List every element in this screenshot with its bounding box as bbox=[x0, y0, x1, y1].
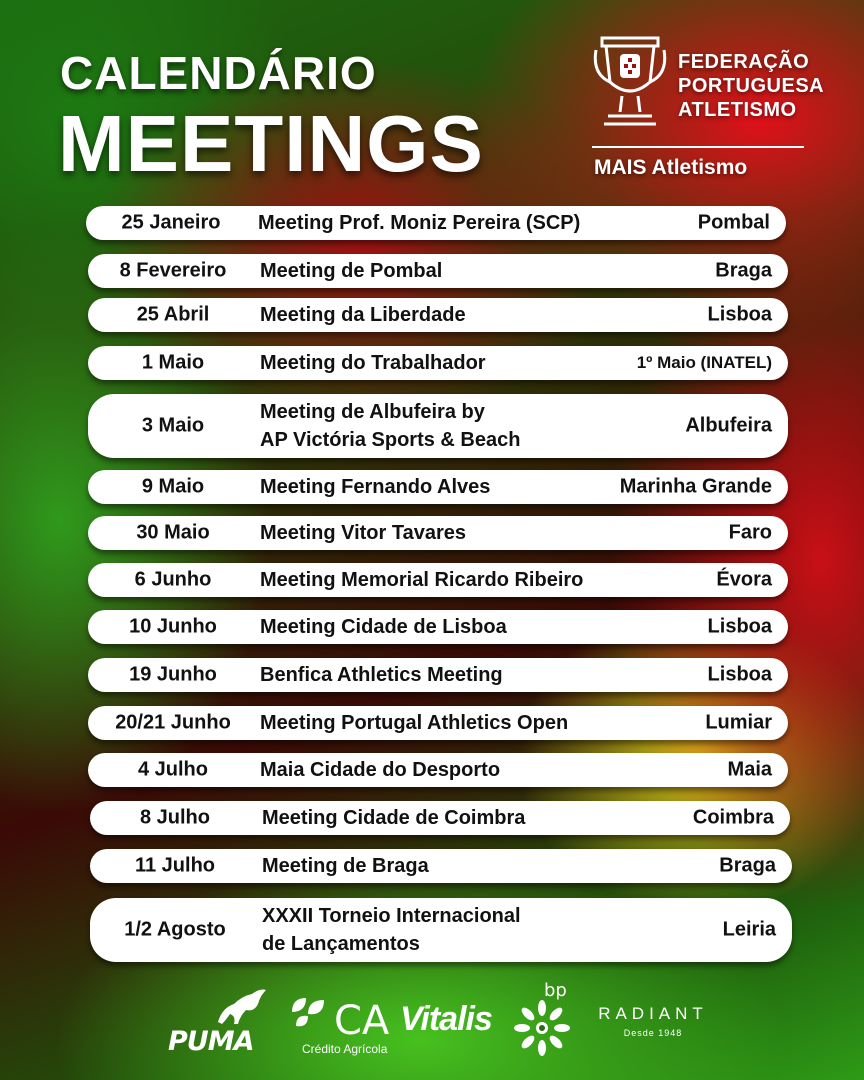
meeting-name: Meeting do Trabalhador bbox=[260, 352, 486, 374]
meeting-name: Meeting Fernando Alves bbox=[260, 476, 491, 498]
bp-wordmark: bp bbox=[544, 980, 567, 1001]
meeting-name: Meeting Portugal Athletics Open bbox=[260, 712, 569, 734]
helios-flower-icon bbox=[514, 1000, 570, 1056]
meeting-name-line-2: de Lançamentos bbox=[262, 933, 420, 955]
meeting-name-line-1: Meeting de Albufeira by bbox=[260, 401, 485, 423]
meeting-date: 11 Julho bbox=[134, 854, 216, 877]
puma-logo bbox=[168, 996, 268, 1057]
radiant-logo bbox=[588, 1004, 718, 1038]
list-item bbox=[88, 563, 788, 597]
puma-wordmark: PUMA bbox=[168, 1026, 254, 1057]
trophy-emblem-icon bbox=[592, 34, 668, 134]
meeting-name: Maia Cidade do Desporto bbox=[260, 759, 501, 781]
list-item bbox=[90, 849, 792, 883]
page-title-line-1: CALENDÁRIO bbox=[60, 47, 377, 99]
list-item bbox=[88, 610, 788, 644]
meeting-name: Meeting Cidade de Lisboa bbox=[260, 616, 507, 638]
meeting-name-line-2: AP Victória Sports & Beach bbox=[260, 429, 521, 451]
meeting-date: 20/21 Junho bbox=[115, 711, 231, 734]
meeting-place: Faro bbox=[728, 521, 772, 544]
radiant-wordmark: RADIANT bbox=[598, 1004, 708, 1023]
list-item bbox=[88, 706, 788, 740]
meeting-name bbox=[260, 398, 520, 454]
meeting-date: 1 Maio bbox=[141, 351, 205, 374]
meeting-place: Pombal bbox=[697, 211, 770, 234]
meeting-place: Lumiar bbox=[705, 711, 772, 734]
credito-agricola-logo bbox=[288, 992, 398, 1056]
meeting-date: 8 Julho bbox=[139, 806, 210, 829]
federation-tagline: MAIS Atletismo bbox=[594, 156, 748, 179]
meeting-name: Meeting de Braga bbox=[262, 855, 429, 877]
list-item bbox=[90, 898, 792, 962]
meeting-place: Lisboa bbox=[707, 615, 772, 638]
meeting-name: Meeting Vitor Tavares bbox=[260, 522, 466, 544]
meeting-name: Benfica Athletics Meeting bbox=[260, 664, 503, 686]
meeting-place: Braga bbox=[715, 259, 772, 282]
meeting-name: Meeting Memorial Ricardo Ribeiro bbox=[260, 569, 584, 591]
meeting-name: Meeting da Liberdade bbox=[260, 304, 466, 326]
ca-wordmark: CA bbox=[334, 998, 390, 1044]
meeting-place: Braga bbox=[719, 854, 776, 877]
radiant-subtitle: Desde 1948 bbox=[623, 1028, 683, 1038]
meeting-date: 1/2 Agosto bbox=[124, 918, 226, 941]
list-item bbox=[88, 516, 788, 550]
meeting-date: 19 Junho bbox=[129, 663, 217, 686]
list-item bbox=[88, 753, 788, 787]
meeting-date: 4 Julho bbox=[137, 758, 208, 781]
federation-name-line-3: ATLETISMO bbox=[678, 99, 797, 121]
list-item bbox=[88, 298, 788, 332]
meeting-name: Meeting Cidade de Coimbra bbox=[262, 807, 526, 829]
bp-logo bbox=[512, 980, 576, 1058]
meeting-date: 10 Junho bbox=[129, 615, 217, 638]
list-item bbox=[88, 470, 788, 504]
divider bbox=[592, 146, 804, 148]
meeting-date: 3 Maio bbox=[141, 414, 205, 437]
sponsors-bar bbox=[160, 980, 720, 1060]
list-item bbox=[88, 658, 788, 692]
leaf-icon bbox=[288, 996, 328, 1030]
meeting-name bbox=[262, 902, 521, 958]
meeting-place: Albufeira bbox=[685, 414, 772, 437]
list-item bbox=[90, 801, 790, 835]
meeting-date: 6 Junho bbox=[134, 568, 212, 591]
list-item bbox=[86, 206, 786, 240]
meeting-place: Lisboa bbox=[707, 303, 772, 326]
page-title-line-2: MEETINGS bbox=[58, 99, 484, 188]
meeting-date: 30 Maio bbox=[136, 521, 210, 544]
meeting-place: Lisboa bbox=[707, 663, 772, 686]
puma-cat-icon bbox=[168, 986, 268, 1026]
meeting-date: 9 Maio bbox=[141, 475, 205, 498]
vitalis-logo: Vitalis bbox=[400, 1000, 492, 1038]
ca-subtitle: Crédito Agrícola bbox=[302, 1042, 388, 1056]
federation-name-line-1: FEDERAÇÃO bbox=[678, 51, 810, 73]
meeting-place: Leiria bbox=[722, 918, 776, 941]
meeting-name: Meeting de Pombal bbox=[260, 260, 443, 282]
meeting-name-line-1: XXXII Torneio Internacional bbox=[262, 905, 521, 927]
meeting-date: 25 Abril bbox=[136, 303, 210, 326]
meeting-date: 25 Janeiro bbox=[121, 211, 221, 234]
list-item bbox=[88, 394, 788, 458]
meeting-place: Maia bbox=[727, 758, 772, 781]
federation-logo bbox=[592, 34, 825, 184]
meeting-place: 1º Maio (INATEL) bbox=[636, 353, 772, 372]
meeting-place: Coimbra bbox=[692, 806, 774, 829]
meeting-date: 8 Fevereiro bbox=[119, 259, 227, 282]
list-item bbox=[88, 346, 788, 380]
meeting-name: Meeting Prof. Moniz Pereira (SCP) bbox=[258, 212, 581, 234]
meeting-place: Marinha Grande bbox=[619, 475, 772, 498]
list-item bbox=[88, 254, 788, 288]
federation-name-line-2: PORTUGUESA bbox=[678, 75, 825, 97]
meeting-place: Évora bbox=[716, 568, 772, 591]
federation-name bbox=[678, 50, 824, 122]
